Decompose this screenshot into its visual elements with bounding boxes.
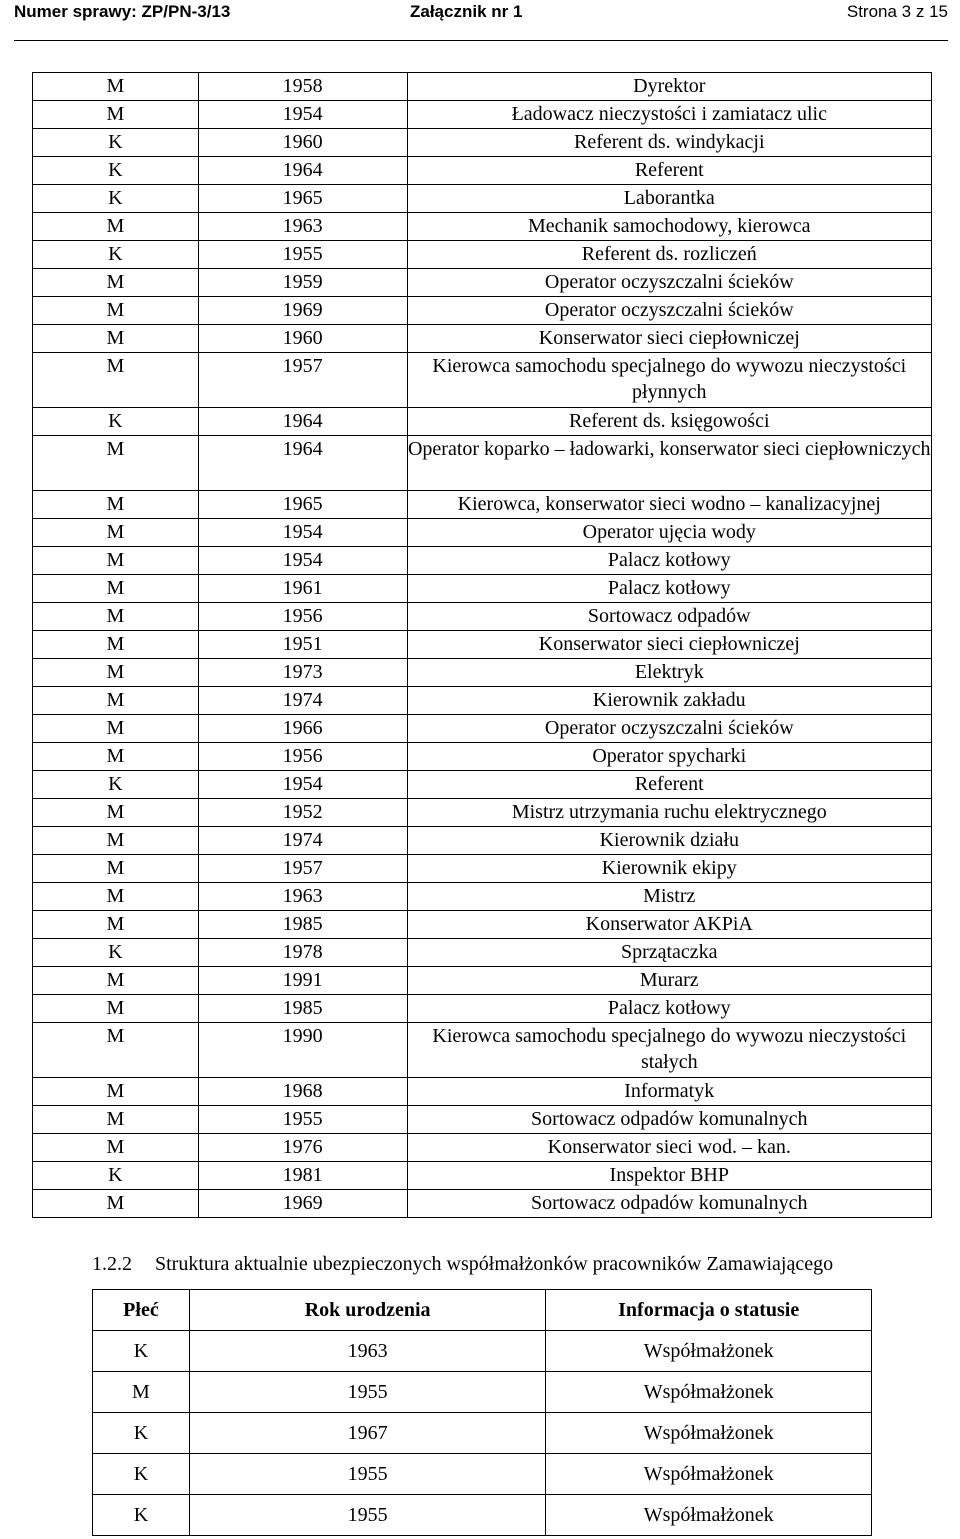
status-cell: Współmałżonek bbox=[546, 1413, 872, 1454]
birth-year-cell: 1973 bbox=[198, 659, 407, 687]
gender-cell: M bbox=[33, 1134, 199, 1162]
table-row bbox=[33, 491, 932, 519]
birth-year-cell: 1954 bbox=[198, 519, 407, 547]
birth-year-cell: 1956 bbox=[198, 603, 407, 631]
table-row bbox=[33, 73, 932, 101]
section-number: 1.2.2 bbox=[92, 1253, 132, 1275]
table-row bbox=[33, 911, 932, 939]
table-row bbox=[33, 129, 932, 157]
position-cell: Mistrz utrzymania ruchu elektrycznego bbox=[407, 799, 931, 827]
table-row bbox=[33, 575, 932, 603]
section-heading bbox=[92, 1251, 833, 1277]
gender-cell: M bbox=[33, 659, 199, 687]
gender-cell: M bbox=[33, 603, 199, 631]
gender-cell: K bbox=[93, 1495, 190, 1536]
position-cell: Sprzątaczka bbox=[407, 939, 931, 967]
gender-cell: M bbox=[33, 491, 199, 519]
gender-cell: M bbox=[33, 743, 199, 771]
birth-year-cell: 1961 bbox=[198, 575, 407, 603]
birth-year-cell: 1974 bbox=[198, 827, 407, 855]
gender-cell: K bbox=[93, 1413, 190, 1454]
position-cell: Konserwator sieci wod. – kan. bbox=[407, 1134, 931, 1162]
gender-cell: K bbox=[93, 1331, 190, 1372]
position-cell: Sortowacz odpadów komunalnych bbox=[407, 1106, 931, 1134]
table-row bbox=[33, 325, 932, 353]
birth-year-cell: 1967 bbox=[189, 1413, 545, 1454]
position-cell: Sortowacz odpadów bbox=[407, 603, 931, 631]
gender-cell: M bbox=[33, 297, 199, 325]
birth-year-cell: 1965 bbox=[198, 185, 407, 213]
table-row bbox=[33, 771, 932, 799]
birth-year-cell: 1951 bbox=[198, 631, 407, 659]
gender-cell: M bbox=[33, 687, 199, 715]
table-row bbox=[33, 799, 932, 827]
status-cell: Współmałżonek bbox=[546, 1454, 872, 1495]
gender-cell: M bbox=[93, 1372, 190, 1413]
birth-year-cell: 1964 bbox=[198, 408, 407, 436]
birth-year-cell: 1964 bbox=[198, 436, 407, 491]
gender-cell: M bbox=[33, 325, 199, 353]
table-row bbox=[33, 241, 932, 269]
birth-year-cell: 1974 bbox=[198, 687, 407, 715]
position-cell: Kierownik ekipy bbox=[407, 855, 931, 883]
table-row bbox=[33, 436, 932, 491]
table-row bbox=[33, 269, 932, 297]
gender-cell: K bbox=[33, 408, 199, 436]
gender-cell: M bbox=[33, 547, 199, 575]
table-row bbox=[33, 1162, 932, 1190]
gender-cell: K bbox=[33, 939, 199, 967]
status-cell: Współmałżonek bbox=[546, 1495, 872, 1536]
birth-year-cell: 1957 bbox=[198, 353, 407, 408]
gender-cell: M bbox=[33, 213, 199, 241]
table-row bbox=[33, 603, 932, 631]
position-cell: Kierowca samochodu specjalnego do wywozu nieczystości płynnych bbox=[407, 353, 931, 408]
birth-year-cell: 1981 bbox=[198, 1162, 407, 1190]
column-header-status: Informacja o statusie bbox=[546, 1290, 872, 1331]
position-cell: Kierownik działu bbox=[407, 827, 931, 855]
birth-year-cell: 1955 bbox=[189, 1454, 545, 1495]
position-cell: Referent ds. rozliczeń bbox=[407, 241, 931, 269]
case-number: Numer sprawy: ZP/PN-3/13 bbox=[14, 2, 231, 21]
gender-cell: M bbox=[33, 1190, 199, 1218]
birth-year-cell: 1963 bbox=[198, 883, 407, 911]
position-cell: Mistrz bbox=[407, 883, 931, 911]
gender-cell: K bbox=[93, 1454, 190, 1495]
position-cell: Referent ds. windykacji bbox=[407, 129, 931, 157]
page-header bbox=[14, 0, 948, 41]
birth-year-cell: 1963 bbox=[189, 1331, 545, 1372]
position-cell: Inspektor BHP bbox=[407, 1162, 931, 1190]
gender-cell: M bbox=[33, 575, 199, 603]
position-cell: Konserwator sieci ciepłowniczej bbox=[407, 631, 931, 659]
birth-year-cell: 1955 bbox=[189, 1372, 545, 1413]
position-cell: Referent bbox=[407, 771, 931, 799]
status-cell: Współmałżonek bbox=[546, 1372, 872, 1413]
gender-cell: M bbox=[33, 995, 199, 1023]
gender-cell: M bbox=[33, 855, 199, 883]
table-row bbox=[33, 547, 932, 575]
gender-cell: K bbox=[33, 129, 199, 157]
gender-cell: M bbox=[33, 519, 199, 547]
birth-year-cell: 1990 bbox=[198, 1023, 407, 1078]
position-cell: Kierownik zakładu bbox=[407, 687, 931, 715]
table-row bbox=[33, 213, 932, 241]
birth-year-cell: 1965 bbox=[198, 491, 407, 519]
position-cell: Elektryk bbox=[407, 659, 931, 687]
position-cell: Konserwator sieci ciepłowniczej bbox=[407, 325, 931, 353]
table-row bbox=[33, 687, 932, 715]
position-cell: Operator oczyszczalni ścieków bbox=[407, 715, 931, 743]
table-row bbox=[33, 408, 932, 436]
position-cell: Murarz bbox=[407, 967, 931, 995]
gender-cell: M bbox=[33, 73, 199, 101]
table-row bbox=[33, 883, 932, 911]
section-title: Struktura aktualnie ubezpieczonych współmałżonków pracowników Zamawiającego bbox=[155, 1253, 834, 1275]
table-row bbox=[93, 1495, 872, 1536]
table-row bbox=[33, 855, 932, 883]
gender-cell: M bbox=[33, 101, 199, 129]
table-row bbox=[33, 939, 932, 967]
table-row bbox=[33, 967, 932, 995]
table-row bbox=[33, 101, 932, 129]
birth-year-cell: 1985 bbox=[198, 911, 407, 939]
birth-year-cell: 1954 bbox=[198, 771, 407, 799]
gender-cell: K bbox=[33, 241, 199, 269]
position-cell: Referent bbox=[407, 157, 931, 185]
table-row bbox=[33, 1023, 932, 1078]
gender-cell: M bbox=[33, 799, 199, 827]
position-cell: Operator ujęcia wody bbox=[407, 519, 931, 547]
gender-cell: K bbox=[33, 157, 199, 185]
gender-cell: K bbox=[33, 771, 199, 799]
gender-cell: M bbox=[33, 715, 199, 743]
position-cell: Operator oczyszczalni ścieków bbox=[407, 269, 931, 297]
position-cell: Operator koparko – ładowarki, konserwator sieci ciepłowniczych bbox=[407, 436, 931, 491]
page-number: Strona 3 z 15 bbox=[846, 2, 948, 21]
gender-cell: M bbox=[33, 436, 199, 491]
table-row bbox=[33, 353, 932, 408]
birth-year-cell: 1968 bbox=[198, 1078, 407, 1106]
table-row bbox=[93, 1372, 872, 1413]
table-row bbox=[33, 743, 932, 771]
gender-cell: M bbox=[33, 1078, 199, 1106]
birth-year-cell: 1959 bbox=[198, 269, 407, 297]
position-cell: Mechanik samochodowy, kierowca bbox=[407, 213, 931, 241]
table-row bbox=[33, 1134, 932, 1162]
gender-cell: M bbox=[33, 911, 199, 939]
column-header-birth-year: Rok urodzenia bbox=[189, 1290, 545, 1331]
birth-year-cell: 1969 bbox=[198, 1190, 407, 1218]
spouses-table bbox=[92, 1289, 872, 1536]
birth-year-cell: 1956 bbox=[198, 743, 407, 771]
gender-cell: M bbox=[33, 883, 199, 911]
birth-year-cell: 1985 bbox=[198, 995, 407, 1023]
gender-cell: M bbox=[33, 269, 199, 297]
gender-cell: M bbox=[33, 1023, 199, 1078]
table-row bbox=[33, 659, 932, 687]
status-cell: Współmałżonek bbox=[546, 1331, 872, 1372]
spouses-header-row bbox=[93, 1290, 872, 1331]
gender-cell: M bbox=[33, 631, 199, 659]
employees-table-body bbox=[33, 73, 932, 1218]
table-row bbox=[93, 1331, 872, 1372]
position-cell: Referent ds. księgowości bbox=[407, 408, 931, 436]
table-row bbox=[33, 1106, 932, 1134]
birth-year-cell: 1954 bbox=[198, 101, 407, 129]
birth-year-cell: 1966 bbox=[198, 715, 407, 743]
table-row bbox=[33, 157, 932, 185]
birth-year-cell: 1952 bbox=[198, 799, 407, 827]
position-cell: Kierowca samochodu specjalnego do wywozu nieczystości stałych bbox=[407, 1023, 931, 1078]
position-cell: Operator spycharki bbox=[407, 743, 931, 771]
position-cell: Kierowca, konserwator sieci wodno – kanalizacyjnej bbox=[407, 491, 931, 519]
position-cell: Operator oczyszczalni ścieków bbox=[407, 297, 931, 325]
position-cell: Palacz kotłowy bbox=[407, 547, 931, 575]
table-row bbox=[33, 715, 932, 743]
table-row bbox=[33, 297, 932, 325]
spouses-table-body bbox=[93, 1331, 872, 1536]
gender-cell: M bbox=[33, 827, 199, 855]
birth-year-cell: 1955 bbox=[198, 241, 407, 269]
birth-year-cell: 1958 bbox=[198, 73, 407, 101]
table-row bbox=[33, 631, 932, 659]
gender-cell: M bbox=[33, 1106, 199, 1134]
birth-year-cell: 1963 bbox=[198, 213, 407, 241]
birth-year-cell: 1955 bbox=[198, 1106, 407, 1134]
birth-year-cell: 1978 bbox=[198, 939, 407, 967]
table-row bbox=[33, 827, 932, 855]
gender-cell: M bbox=[33, 353, 199, 408]
position-cell: Konserwator AKPiA bbox=[407, 911, 931, 939]
position-cell: Laborantka bbox=[407, 185, 931, 213]
table-row bbox=[33, 185, 932, 213]
table-row bbox=[93, 1413, 872, 1454]
birth-year-cell: 1960 bbox=[198, 325, 407, 353]
position-cell: Informatyk bbox=[407, 1078, 931, 1106]
birth-year-cell: 1955 bbox=[189, 1495, 545, 1536]
birth-year-cell: 1954 bbox=[198, 547, 407, 575]
table-row bbox=[33, 519, 932, 547]
gender-cell: M bbox=[33, 967, 199, 995]
birth-year-cell: 1960 bbox=[198, 129, 407, 157]
employees-table bbox=[32, 72, 932, 1218]
position-cell: Ładowacz nieczystości i zamiatacz ulic bbox=[407, 101, 931, 129]
gender-cell: K bbox=[33, 185, 199, 213]
position-cell: Sortowacz odpadów komunalnych bbox=[407, 1190, 931, 1218]
table-row bbox=[93, 1454, 872, 1495]
birth-year-cell: 1991 bbox=[198, 967, 407, 995]
attachment-label: Załącznik nr 1 bbox=[410, 2, 523, 21]
column-header-gender: Płeć bbox=[93, 1290, 190, 1331]
birth-year-cell: 1976 bbox=[198, 1134, 407, 1162]
position-cell: Palacz kotłowy bbox=[407, 995, 931, 1023]
birth-year-cell: 1969 bbox=[198, 297, 407, 325]
position-cell: Palacz kotłowy bbox=[407, 575, 931, 603]
table-row bbox=[33, 995, 932, 1023]
table-row bbox=[33, 1078, 932, 1106]
birth-year-cell: 1964 bbox=[198, 157, 407, 185]
gender-cell: K bbox=[33, 1162, 199, 1190]
table-row bbox=[33, 1190, 932, 1218]
position-cell: Dyrektor bbox=[407, 73, 931, 101]
birth-year-cell: 1957 bbox=[198, 855, 407, 883]
